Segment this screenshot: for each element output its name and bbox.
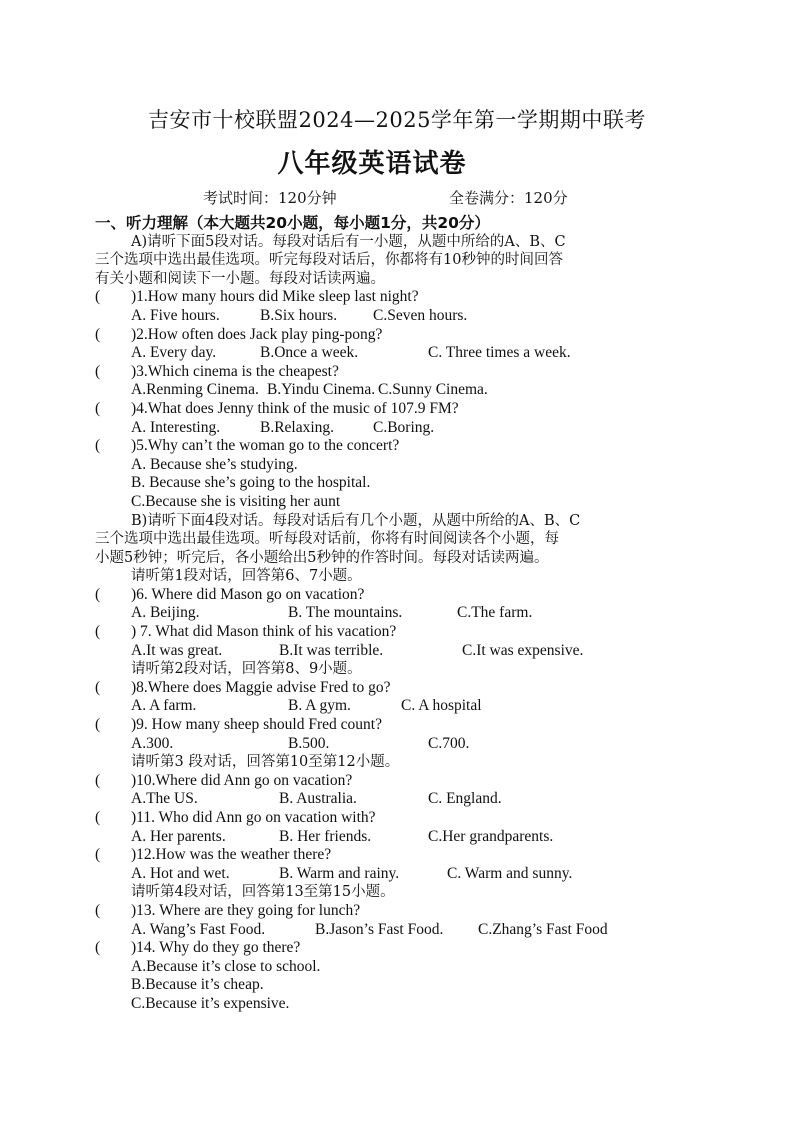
question-text: )10.Where did Ann go on vacation? [131,771,353,789]
answer-blank[interactable]: ( [95,362,101,380]
question-1-options [95,307,707,326]
option-c: C. England. [428,790,502,808]
option-b: B. Warm and rainy. [279,864,400,882]
option-b: B.Because it’s cheap. [131,976,264,994]
option-a: A. Her parents. [131,827,226,845]
answer-blank[interactable]: ( [95,399,101,417]
question-12 [95,846,707,865]
option-b: B. A gym. [288,697,351,715]
part-b-intro: 三个选项中选出最佳选项。听每段对话前，你将有时间阅读各个小题，每 [95,531,559,548]
option-c: C.Boring. [373,418,435,436]
question-14 [95,939,707,958]
question-6 [95,586,707,605]
option-b: B. Australia. [279,790,357,808]
part-a-intro: 有关小题和阅读下一小题。每段对话读两遍。 [95,270,385,287]
option-a: A. A farm. [131,697,197,715]
question-4 [95,400,707,419]
answer-blank[interactable]: ( [95,678,101,696]
question-text: )8.Where does Maggie advise Fred to go? [131,678,391,696]
part-b-intro: B)请听下面4段对话。每段对话后有几个小题，从题中所给的A、B、C [131,512,581,529]
option-b: B.500. [288,734,330,752]
option-c: C.Seven hours. [373,306,468,324]
question-text: )5.Why can’t the woman go to the concert? [131,437,400,455]
option-c: C.The farm. [457,604,533,622]
section-heading: 一、听力理解（本大题共20小题，每小题1分，共20分） [95,214,490,232]
option-b: B.Six hours. [260,306,338,324]
question-text: )1.How many hours did Mike sleep last night? [131,288,419,306]
option-a: A.Renming Cinema. [131,381,259,399]
question-7-options [95,642,707,661]
exam-subtitle: 八年级英语试卷 [277,149,467,179]
option-b: B.Jason’s Fast Food. [315,920,444,938]
option-c: C.Because it’s expensive. [131,994,290,1012]
option-c: C. Three times a week. [428,344,571,362]
question-11-options [95,828,707,847]
answer-blank[interactable]: ( [95,846,101,864]
option-b: B.Relaxing. [260,418,335,436]
question-5 [95,437,707,456]
question-10-options [95,790,707,809]
option-c: C.It was expensive. [462,641,584,659]
question-text: )11. Who did Ann go on vacation with? [131,809,376,826]
question-text: )12.How was the weather there? [131,846,332,864]
answer-blank[interactable]: ( [95,901,101,919]
question-text: )14. Why do they go there? [131,939,301,957]
option-c: C. A hospital [401,697,482,715]
question-6-options [95,604,707,623]
question-9-options [95,735,707,754]
option-b: B.Yindu Cinema. [267,381,376,399]
option-a: A.The US. [131,790,198,808]
question-3 [95,363,707,382]
part-a-intro: A)请听下面5段对话。每段对话后有一小题，从题中所给的A、B、C [131,233,566,250]
option-a: A. Because she’s studying. [131,455,298,473]
question-10 [95,772,707,791]
answer-blank[interactable]: ( [95,716,101,734]
question-text: )4.What does Jenny think of the music of 107.9 FM? [131,399,459,417]
question-4-options [95,419,707,438]
option-a: A. Every day. [131,344,217,362]
question-text: )3.Which cinema is the cheapest? [131,362,339,380]
option-a: A. Beijing. [131,604,200,622]
question-text: ) 7. What did Mason think of his vacation? [131,623,397,641]
option-b: B. Because she’s going to the hospital. [131,474,371,492]
question-text: )13. Where are they going for lunch? [131,901,361,919]
question-1 [95,288,707,307]
option-c: C.700. [428,734,470,752]
answer-blank[interactable]: ( [95,809,101,826]
question-text: )6. Where did Mason go on vacation? [131,585,365,603]
option-b: B. Her friends. [279,827,372,845]
dialog-instruction: 请听第2段对话，回答第8、9小题。 [131,661,362,678]
dialog-instruction: 请听第1段对话，回答第6、7小题。 [131,568,362,585]
option-c: C. Warm and sunny. [447,864,573,882]
question-12-options [95,865,707,884]
exam-score: 全卷满分：120分 [449,189,568,207]
question-9 [95,716,707,735]
option-a: A.Because it’s close to school. [131,957,321,975]
option-c: C.Zhang’s Fast Food [478,920,608,938]
question-11 [95,809,707,828]
part-b-intro: 小题5秒钟；听完后，各小题给出5秒钟的作答时间。每段对话读两遍。 [95,549,549,566]
option-a: A. Five hours. [131,306,220,324]
question-8 [95,679,707,698]
question-text: )9. How many sheep should Fred count? [131,716,382,734]
answer-blank[interactable]: ( [95,623,101,641]
part-a-intro: 三个选项中选出最佳选项。听完每段对话后，你都将有10秒钟的时间回答 [95,252,563,269]
answer-blank[interactable]: ( [95,325,101,343]
option-a: A.300. [131,734,174,752]
option-a: A. Hot and wet. [131,864,230,882]
question-13-options [95,921,707,940]
option-b: B. The mountains. [288,604,403,622]
answer-blank[interactable]: ( [95,585,101,603]
option-b: B.Once a week. [260,344,359,362]
exam-content [95,214,707,1014]
option-b: B.It was terrible. [279,641,384,659]
option-c: C.Because she is visiting her aunt [131,492,341,510]
question-3-options [95,381,707,400]
question-2-options [95,344,707,363]
question-8-options [95,697,707,716]
option-a: A. Interesting. [131,418,221,436]
exam-title: 吉安市十校联盟2024—2025学年第一学期期中联考 [148,108,646,132]
option-c: C.Sunny Cinema. [378,381,488,399]
option-c: C.Her grandparents. [428,827,554,845]
question-13 [95,902,707,921]
option-a: A.It was great. [131,641,223,659]
answer-blank[interactable]: ( [95,939,101,957]
question-2 [95,326,707,345]
answer-blank[interactable]: ( [95,437,101,455]
answer-blank[interactable]: ( [95,288,101,306]
question-7 [95,623,707,642]
dialog-instruction: 请听第3 段对话，回答第10至第12小题。 [131,754,400,771]
answer-blank[interactable]: ( [95,771,101,789]
option-a: A. Wang’s Fast Food. [131,920,266,938]
dialog-instruction: 请听第4段对话，回答第13至第15小题。 [131,884,395,901]
question-text: )2.How often does Jack play ping-pong? [131,325,383,343]
exam-time: 考试时间：120分钟 [203,189,337,207]
